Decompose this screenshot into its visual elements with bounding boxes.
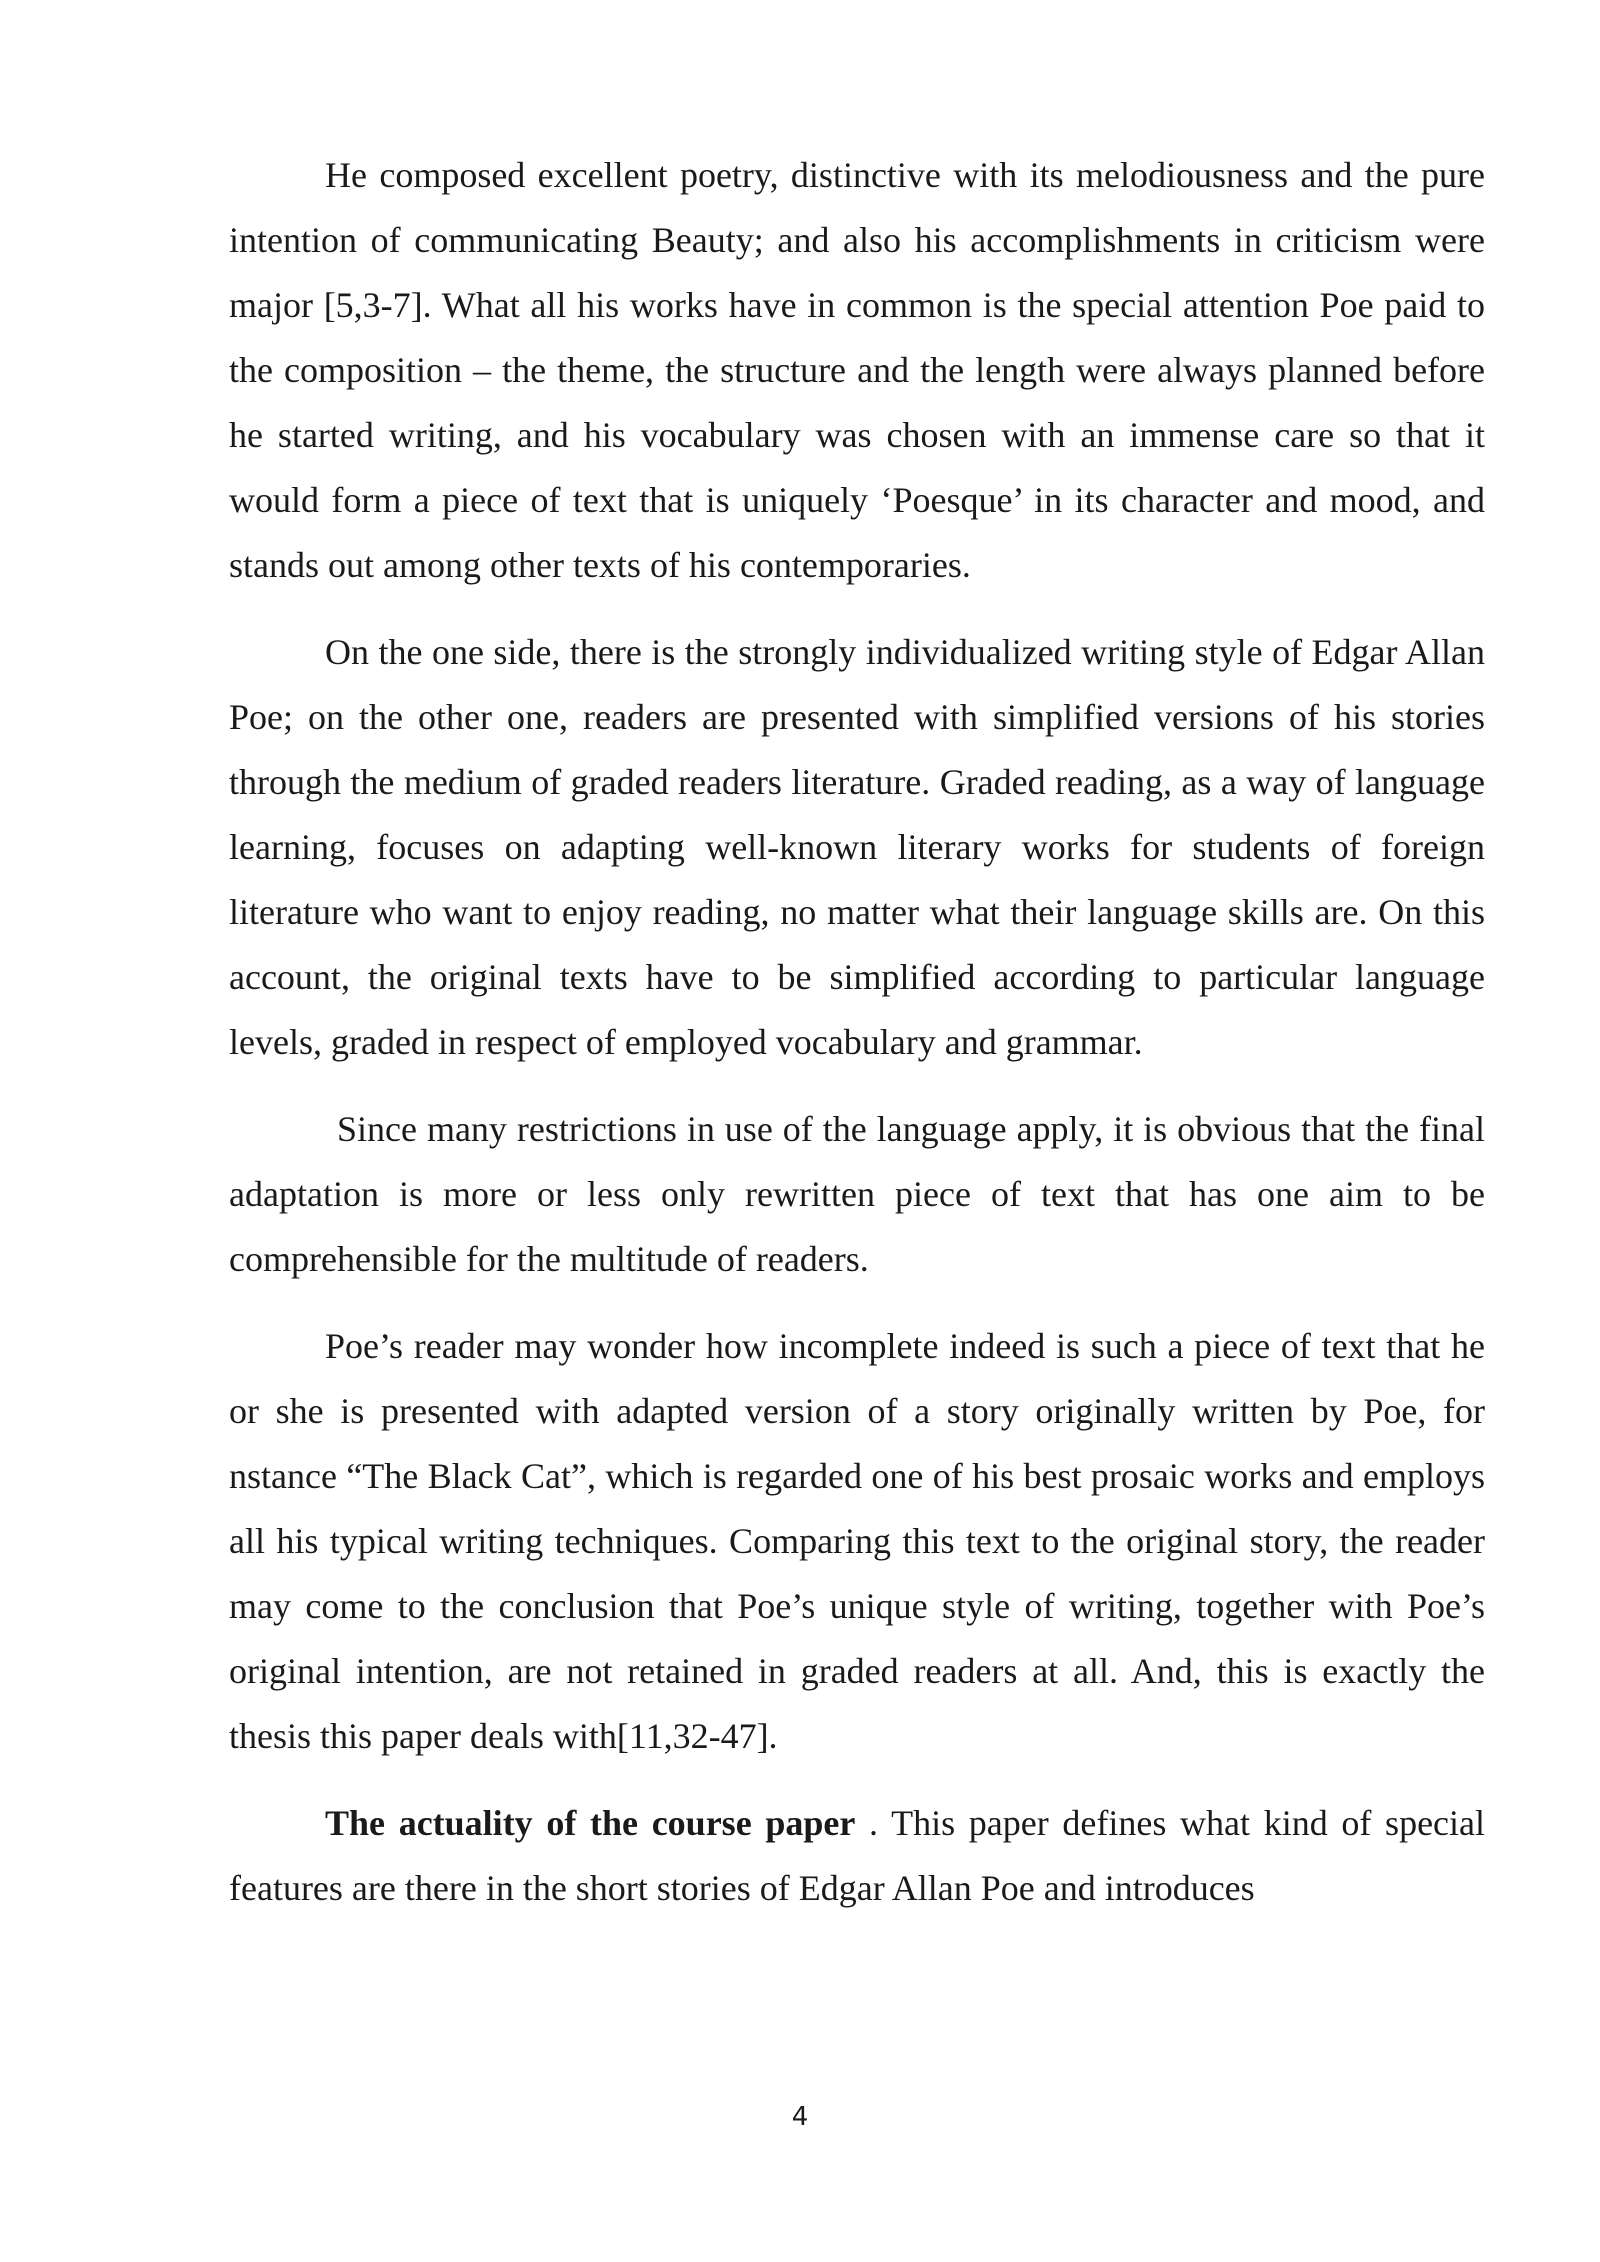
paragraph-1: He composed excellent poetry, distinctive with its melodiousness and the pure intention of communicating Beauty; and also his accomplishments in criticism were major [5,3-7]. What all his works have in common is the special attention Poe paid to the composition – the theme, the structure and the length were always planned before he started writing, and his vocabulary was chosen with an immense care so that it would form a piece of text that is uniquely ‘Poesque’ in its character and mood, and stands out among other texts of his contemporaries. xyxy=(229,155,1485,585)
paragraph-5-text: . This paper defines what kind of special features are there in the short stories of Edgar Allan Poe and introduces xyxy=(229,1803,1486,1908)
paragraph-3: Since many restrictions in use of the language apply, it is obvious that the final adaptation is more or less only rewritten piece of text that has one aim to be comprehensible for the multitude of readers. xyxy=(229,1109,1485,1279)
page-number: 4 xyxy=(791,2102,809,2132)
paragraph-5-lead: The actuality of the course paper xyxy=(325,1803,856,1843)
paragraph-4: Poe’s reader may wonder how incomplete indeed is such a piece of text that he or she is presented with adapted version of a story originally written by Poe, for nstance “The Black Cat”, which is regarded one of his best prosaic works and employs all his typical writing techniques. Comparing this text to the original story, the reader may come to the conclusion that Poe’s unique style of writing, together with Poe’s original intention, are not retained in graded readers at all. And, this is exactly the thesis this paper deals with[11,32-47]. xyxy=(229,1326,1485,1756)
paragraph-5 xyxy=(229,1791,1485,1921)
paragraph-2: On the one side, there is the strongly individualized writing style of Edgar Allan Poe; on the other one, readers are presented with simplified versions of his stories through the medium of graded readers literature. Graded reading, as a way of language learning, focuses on adapting well-known literary works for students of foreign literature who want to enjoy reading, no matter what their language skills are. On this account, the original texts have to be simplified according to particular language levels, graded in respect of employed vocabulary and grammar. xyxy=(229,632,1485,1062)
body-text xyxy=(229,143,1485,1943)
